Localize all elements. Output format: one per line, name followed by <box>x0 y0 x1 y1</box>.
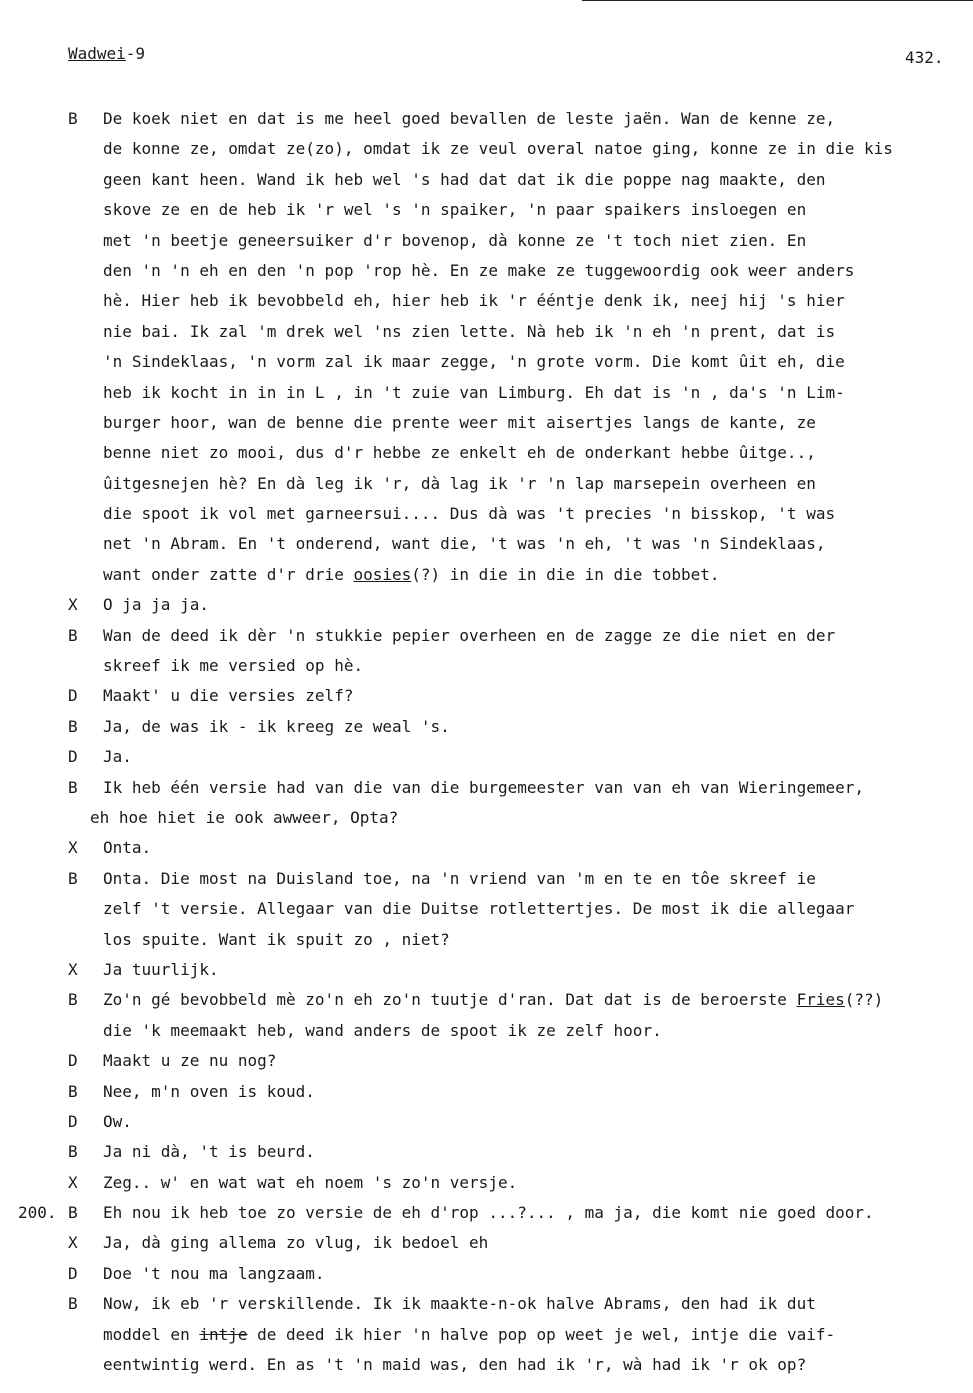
speaker-label: X <box>68 1233 78 1253</box>
transcript-line: die 'k meemaakt heb, wand anders de spoot ik ze zelf hoor. <box>103 1020 662 1040</box>
transcript-turn <box>0 712 973 742</box>
transcript-turn <box>0 1228 973 1258</box>
transcript-line: Maakt' u die versies zelf? <box>103 686 354 706</box>
transcript-line: Now, ik eb 'r verskillende. Ik ik maakte-n-ok halve Abrams, den had ik dut <box>103 1294 816 1314</box>
transcript-line: skreef ik me versied op hè. <box>103 656 364 676</box>
transcript-line: Ja, de was ik - ik kreeg ze weal 's. <box>103 716 450 736</box>
speaker-label: D <box>68 1111 78 1131</box>
transcript-turn <box>0 1259 973 1289</box>
transcript-line: den 'n 'n eh en den 'n pop 'rop hè. En ze make ze tuggewoordig ook weer anders <box>103 260 855 280</box>
transcript-line: Maakt u ze nu nog? <box>103 1051 277 1071</box>
transcript-line: burger hoor, wan de benne die prente weer mit aisertjes langs de kante, ze <box>103 412 816 432</box>
speaker-label: D <box>68 1051 78 1071</box>
transcript-line: Onta. Die most na Duisland toe, na 'n vriend van 'm en te en tôe skreef ie <box>103 868 816 888</box>
speaker-label: D <box>68 1263 78 1283</box>
transcript-line: die spoot ik vol met garneersui.... Dus dà was 't precies 'n bisskop, 't was <box>103 504 836 524</box>
header-label: Wadwei <box>68 44 126 63</box>
transcript-line: moddel en intje de deed ik hier 'n halve pop op weet je wel, intje die vaif- <box>103 1324 836 1344</box>
transcript-line: ûitgesnejen hè? En dà leg ik 'r, dà lag ik 'r 'n lap marsepein overheen en <box>103 473 816 493</box>
transcript-line: 'n Sindeklaas, 'n vorm zal ik maar zegge, 'n grote vorm. Die komt ûit eh, die <box>103 352 845 372</box>
speaker-label: X <box>68 838 78 858</box>
transcript-line: Ow. <box>103 1111 132 1131</box>
transcript-line: Ja tuurlijk. <box>103 959 219 979</box>
transcript-line: hè. Hier heb ik bevobbeld eh, hier heb ik 'r ééntje denk ik, neej hij 's hier <box>103 291 845 311</box>
transcript-line: met 'n beetje geneersuiker d'r bovenop, dà konne ze 't toch niet zien. En <box>103 230 807 250</box>
transcript-turn <box>0 864 973 955</box>
transcript-line: skove ze en de heb ik 'r wel 's 'n spaiker, 'n paar spaikers insloegen en <box>103 200 807 220</box>
transcript-turn <box>0 742 973 772</box>
underlined-word: oosies <box>353 564 412 584</box>
transcript-line: Ja ni dà, 't is beurd. <box>103 1142 315 1162</box>
transcript-line: want onder zatte d'r drie oosies(?) in die in die in die tobbet. <box>103 564 720 584</box>
speaker-label: D <box>68 747 78 767</box>
transcript-line: eentwintig werd. En as 't 'n maid was, den had ik 'r, wà had ik 'r ok op? <box>103 1355 807 1375</box>
transcript-turn <box>0 833 973 863</box>
transcript-turn <box>0 1046 973 1076</box>
transcript-turn <box>0 104 973 590</box>
speaker-label: B <box>68 716 78 736</box>
transcript-line: Zo'n gé bevobbeld mè zo'n eh zo'n tuutje d'ran. Dat dat is de beroerste Fries(??) <box>103 990 884 1010</box>
transcript-line: Doe 't nou ma langzaam. <box>103 1263 325 1283</box>
transcript-line: nie bai. Ik zal 'm drek wel 'ns zien lette. Nà heb ik 'n eh 'n prent, dat is <box>103 321 836 341</box>
speaker-label: B <box>68 1203 78 1223</box>
transcript-line: Wan de deed ik dèr 'n stukkie pepier overheen en de zagge ze die niet en der <box>103 625 836 645</box>
speaker-label: X <box>68 959 78 979</box>
transcript-turn <box>0 590 973 620</box>
transcript-turn <box>0 955 973 985</box>
speaker-label: B <box>68 990 78 1010</box>
underlined-word: Fries <box>796 990 845 1010</box>
speaker-label: X <box>68 595 78 615</box>
transcript-line: geen kant heen. Wand ik heb wel 's had dat dat ik die poppe nag maakte, den <box>103 169 826 189</box>
transcript-turn <box>0 1198 973 1228</box>
transcript-line: Ja, dà ging allema zo vlug, ik bedoel eh <box>103 1233 489 1253</box>
transcript-line: Ja. <box>103 747 132 767</box>
speaker-label: D <box>68 686 78 706</box>
transcript-line: Onta. <box>103 838 152 858</box>
transcript-turn <box>0 1137 973 1167</box>
transcript-line: de konne ze, omdat ze(zo), omdat ik ze veul overal natoe ging, konne ze in die kis <box>103 139 893 159</box>
struck-word: intje <box>199 1324 248 1344</box>
transcript-line: zelf 't versie. Allegaar van die Duitse rotlettertjes. De most ik die allegaar <box>103 899 855 919</box>
transcript <box>0 104 973 1380</box>
transcript-line: net 'n Abram. En 't onderend, want die, 't was 'n eh, 't was 'n Sindeklaas, <box>103 534 826 554</box>
transcript-turn <box>0 773 973 834</box>
transcript-turn <box>0 1289 973 1380</box>
document-header <box>68 44 145 64</box>
transcript-line: benne niet zo mooi, dus d'r hebbe ze enkelt eh de onderkant hebbe ûitge.., <box>103 443 816 463</box>
transcript-turn <box>0 621 973 682</box>
speaker-label: B <box>68 1294 78 1314</box>
speaker-label: B <box>68 777 78 797</box>
transcript-turn <box>0 681 973 711</box>
transcript-line: los spuite. Want ik spuit zo , niet? <box>103 929 450 949</box>
transcript-line: eh hoe hiet ie ook awweer, Opta? <box>90 807 399 827</box>
transcript-line: O ja ja ja. <box>103 595 209 615</box>
speaker-label: B <box>68 1142 78 1162</box>
transcript-line: Nee, m'n oven is koud. <box>103 1081 315 1101</box>
speaker-label: X <box>68 1172 78 1192</box>
transcript-line: Zeg.. w' en wat wat eh noem 's zo'n versje. <box>103 1172 518 1192</box>
speaker-label: B <box>68 625 78 645</box>
transcript-line: De koek niet en dat is me heel goed bevallen de leste jaën. Wan de kenne ze, <box>103 109 836 128</box>
transcript-turn <box>0 985 973 1046</box>
transcript-line: heb ik kocht in in in L , in 't zuie van Limburg. Eh dat is 'n , da's 'n Lim- <box>103 382 845 402</box>
transcript-turn <box>0 1168 973 1198</box>
speaker-label: B <box>68 1081 78 1101</box>
transcript-line: Eh nou ik heb toe zo versie de eh d'rop ...?... , ma ja, die komt nie goed door. <box>103 1203 874 1223</box>
header-suffix: -9 <box>125 44 146 63</box>
top-rule <box>582 0 973 1</box>
transcript-turn <box>0 1107 973 1137</box>
speaker-label: B <box>68 109 78 128</box>
transcript-line: Ik heb één versie had van die van die burgemeester van van eh van Wieringemeer, <box>103 777 864 797</box>
page-number: 432. <box>905 48 944 67</box>
transcript-turn <box>0 1077 973 1107</box>
line-number: 200. <box>18 1203 57 1223</box>
speaker-label: B <box>68 868 78 888</box>
